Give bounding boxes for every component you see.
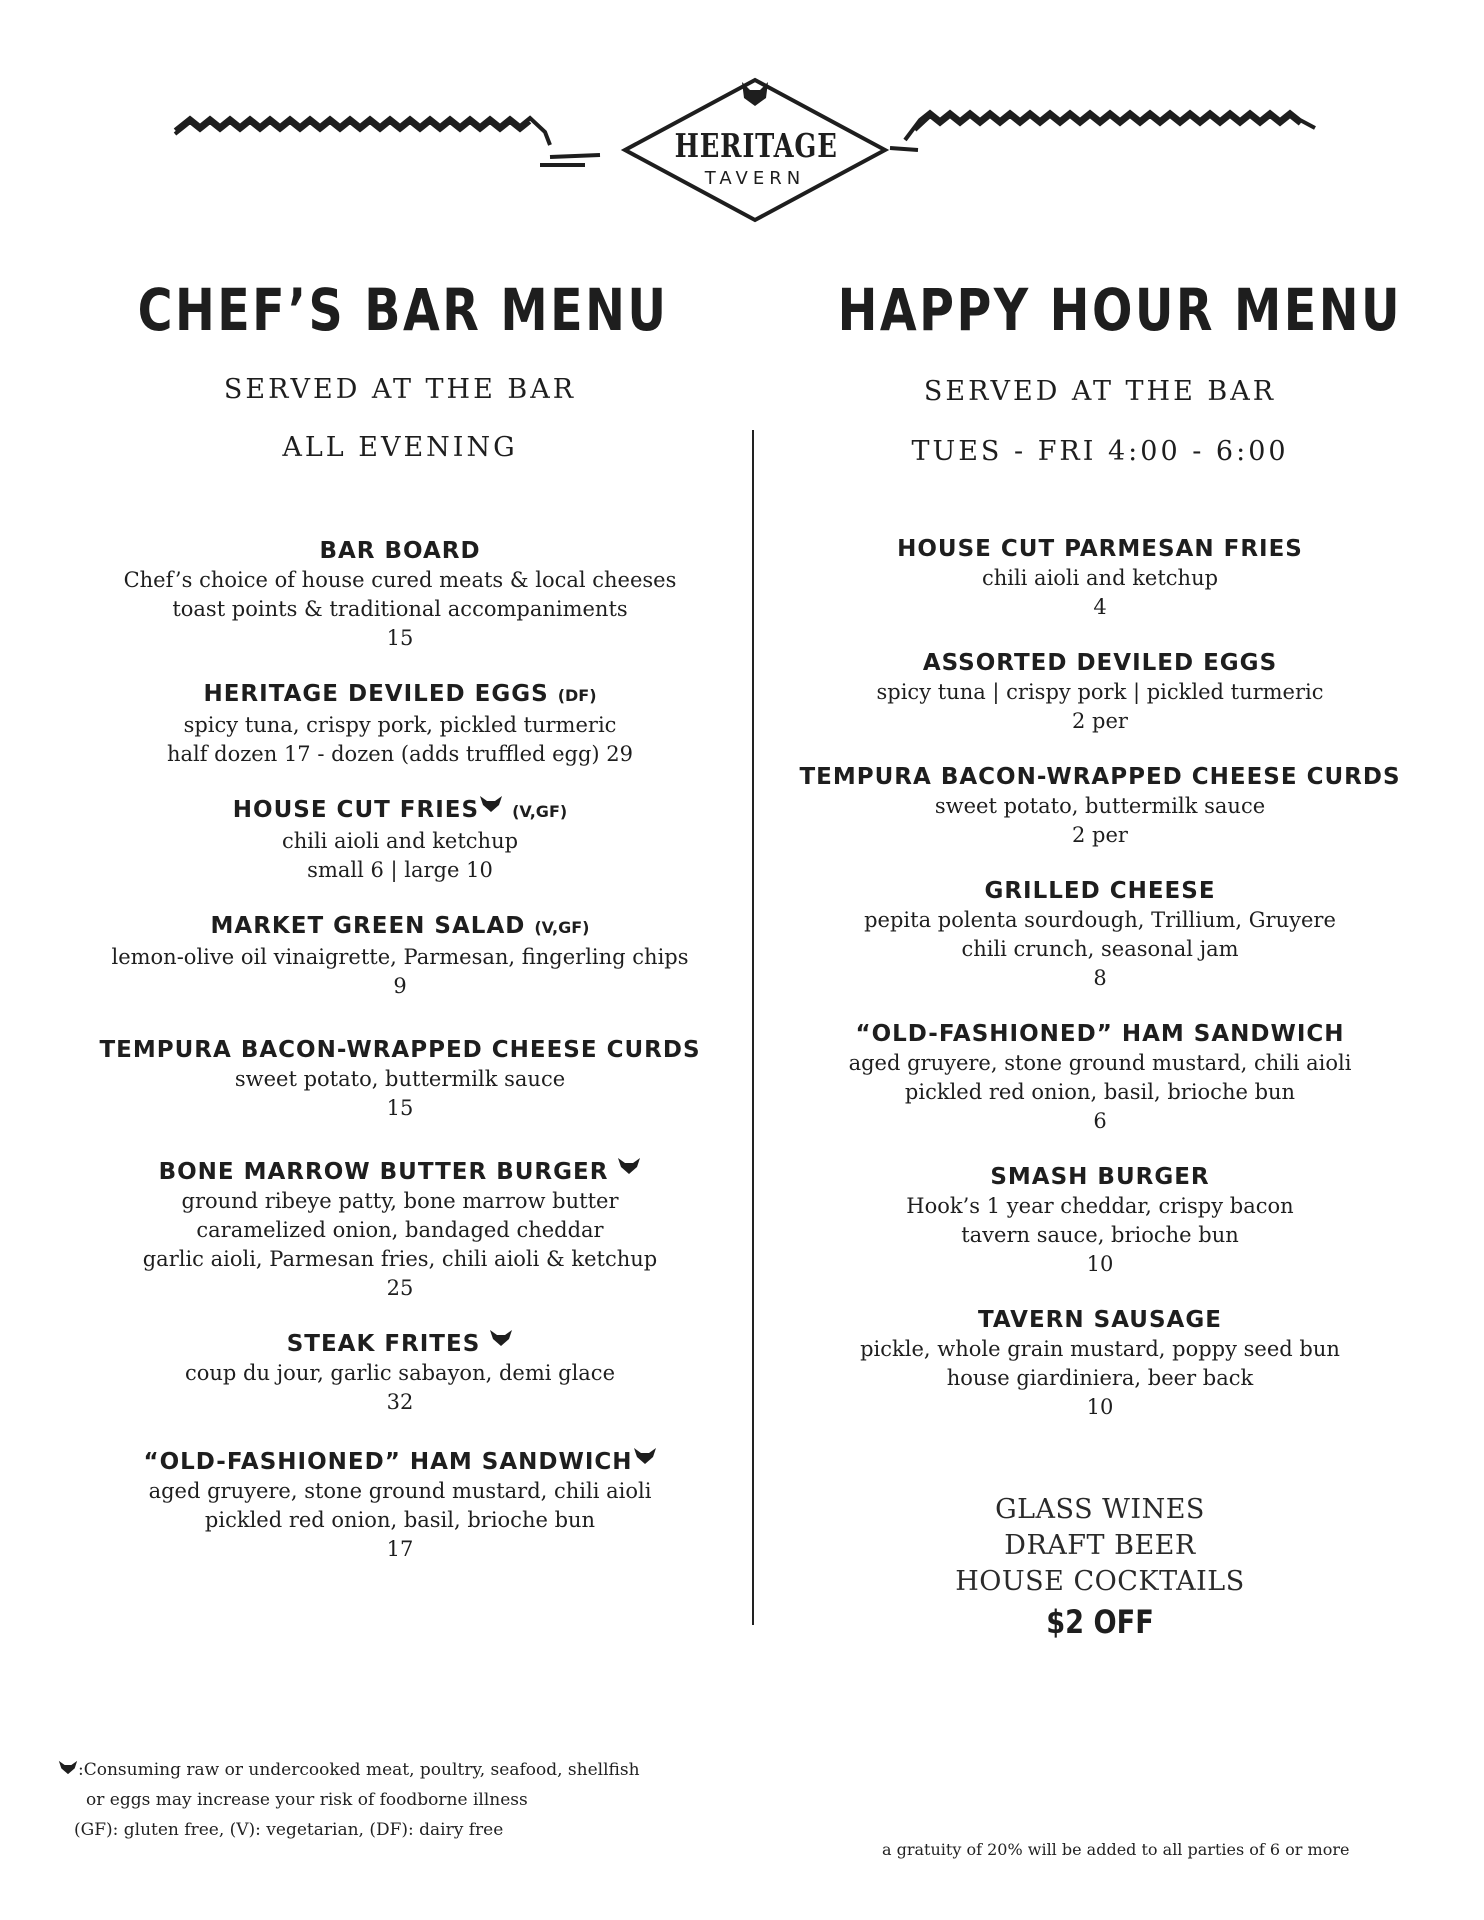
item-description: lemon-olive oil vinaigrette, Parmesan, fingerling chips <box>111 945 689 969</box>
item-description: sweet potato, buttermilk sauce <box>234 1067 566 1091</box>
item-description: pickled red onion, basil, brioche bun <box>904 1080 1296 1104</box>
menu-item <box>780 1162 1420 1279</box>
item-price: 10 <box>1086 1395 1114 1419</box>
item-price: 32 <box>386 1390 414 1414</box>
item-name: “OLD-FASHIONED” HAM SANDWICH <box>855 1021 1345 1047</box>
item-name: BONE MARROW BUTTER BURGER <box>158 1159 609 1185</box>
item-price: 17 <box>386 1537 414 1561</box>
item-price: 15 <box>386 626 414 650</box>
fox-icon <box>489 1329 513 1347</box>
dietary-tag: (V,GF) <box>534 918 590 937</box>
item-description: aged gruyere, stone ground mustard, chili aioli <box>148 1479 652 1503</box>
menu-item <box>780 648 1420 736</box>
item-description: garlic aioli, Parmesan fries, chili aioli & ketchup <box>142 1247 658 1271</box>
item-name-row <box>80 679 720 711</box>
item-name-row <box>80 911 720 943</box>
item-name: GRILLED CHEESE <box>984 878 1216 904</box>
item-description: pepita polenta sourdough, Trillium, Gruyere <box>864 908 1336 932</box>
logo-text-tavern: TAVERN <box>704 168 806 189</box>
item-description: chili crunch, seasonal jam <box>961 937 1239 961</box>
item-price: 10 <box>1086 1252 1114 1276</box>
fox-icon <box>617 1157 641 1175</box>
menu-subtitle: SERVED AT THE BAR <box>923 376 1277 407</box>
item-name: BAR BOARD <box>319 538 481 564</box>
menu-item <box>780 1019 1420 1136</box>
item-description: Chef’s choice of house cured meats & local cheeses <box>123 568 677 592</box>
item-name-row <box>80 1447 720 1477</box>
menu-item <box>780 762 1420 850</box>
item-price: 15 <box>386 1096 414 1120</box>
menu-item <box>80 679 720 769</box>
item-price: 6 <box>1093 1109 1107 1133</box>
item-description: tavern sauce, brioche bun <box>961 1223 1239 1247</box>
item-description: toast points & traditional accompaniments <box>172 597 628 621</box>
fox-icon <box>58 1760 78 1775</box>
menu-item <box>780 876 1420 993</box>
item-name: STEAK FRITES <box>286 1331 481 1357</box>
item-description: caramelized onion, bandaged cheddar <box>196 1218 604 1242</box>
item-name: HOUSE CUT PARMESAN FRIES <box>897 536 1303 562</box>
item-description: house giardiniera, beer back <box>946 1366 1254 1390</box>
dietary-tag: (V,GF) <box>512 802 568 821</box>
drink-specials <box>780 1492 1420 1644</box>
item-name: TAVERN SAUSAGE <box>978 1307 1222 1333</box>
item-name: HOUSE CUT FRIES <box>232 797 480 823</box>
item-name: ASSORTED DEVILED EGGS <box>922 650 1278 676</box>
item-price: 25 <box>386 1276 414 1300</box>
item-price: 2 per <box>1072 709 1128 733</box>
gratuity-note: a gratuity of 20% will be added to all parties of 6 or more <box>882 1840 1350 1859</box>
item-name: “OLD-FASHIONED” HAM SANDWICH <box>143 1449 633 1475</box>
drink-line: HOUSE COCKTAILS <box>955 1566 1245 1597</box>
chefs-bar-menu <box>80 270 720 1590</box>
item-description: pickled red onion, basil, brioche bun <box>204 1508 596 1532</box>
menu-schedule: ALL EVENING <box>282 432 518 463</box>
item-price: 4 <box>1093 595 1107 619</box>
item-price: 8 <box>1093 966 1107 990</box>
menu-item <box>80 1447 720 1564</box>
item-description: coup du jour, garlic sabayon, demi glace <box>184 1361 615 1385</box>
warning-line: or eggs may increase your risk of foodborne illness <box>86 1790 528 1810</box>
item-description: pickle, whole grain mustard, poppy seed bun <box>860 1337 1340 1361</box>
menu-item <box>80 1329 720 1417</box>
column-divider <box>752 430 754 1625</box>
menu-title: HAPPY HOUR MENU <box>837 276 1403 344</box>
raw-food-warning <box>58 1755 640 1785</box>
menu-item <box>80 795 720 885</box>
menu-items <box>780 534 1420 1422</box>
menu-item <box>780 1305 1420 1422</box>
discount-label: $2 OFF <box>1046 1603 1154 1641</box>
fox-icon <box>633 1447 657 1465</box>
item-description: chili aioli and ketchup <box>281 829 519 853</box>
item-description: ground ribeye patty, bone marrow butter <box>181 1189 619 1213</box>
item-name: TEMPURA BACON-WRAPPED CHEESE CURDS <box>99 1037 701 1063</box>
fox-icon <box>479 795 503 813</box>
menu-item <box>80 1035 720 1123</box>
menu-item <box>780 534 1420 622</box>
dietary-legend: (GF): gluten free, (V): vegetarian, (DF): dairy free <box>74 1820 504 1840</box>
item-description: spicy tuna | crispy pork | pickled turmeric <box>876 680 1324 704</box>
menu-item <box>80 1157 720 1303</box>
logo-text-heritage: HERITAGE <box>674 126 838 165</box>
item-price: 2 per <box>1072 823 1128 847</box>
item-name: SMASH BURGER <box>990 1164 1210 1190</box>
drink-line: DRAFT BEER <box>1004 1530 1196 1561</box>
item-description: small 6 | large 10 <box>307 858 493 882</box>
menu-item <box>80 911 720 1001</box>
item-description: spicy tuna, crispy pork, pickled turmeric <box>183 713 617 737</box>
item-name: TEMPURA BACON-WRAPPED CHEESE CURDS <box>799 764 1401 790</box>
item-name-row <box>80 1329 720 1359</box>
item-name: HERITAGE DEVILED EGGS <box>203 681 549 707</box>
happy-hour-menu <box>780 270 1420 1644</box>
menu-title: CHEF’S BAR MENU <box>137 276 669 344</box>
menu-item <box>80 536 720 653</box>
item-name: MARKET GREEN SALAD <box>210 913 526 939</box>
header-logo <box>170 70 1340 230</box>
item-description: chili aioli and ketchup <box>981 566 1219 590</box>
drink-line: GLASS WINES <box>995 1494 1205 1525</box>
warning-line: :Consuming raw or undercooked meat, poultry, seafood, shellfish <box>78 1760 640 1780</box>
menu-subtitle: SERVED AT THE BAR <box>223 374 577 405</box>
item-price: 9 <box>393 974 407 998</box>
menu-items <box>80 536 720 1564</box>
menu-schedule: TUES - FRI 4:00 - 6:00 <box>911 436 1289 467</box>
item-description: Hook’s 1 year cheddar, crispy bacon <box>906 1194 1294 1218</box>
dietary-tag: (DF) <box>557 686 597 705</box>
item-description: aged gruyere, stone ground mustard, chili aioli <box>848 1051 1352 1075</box>
item-description: sweet potato, buttermilk sauce <box>934 794 1266 818</box>
item-description: half dozen 17 - dozen (adds truffled egg) 29 <box>166 742 634 766</box>
item-name-row <box>80 1157 720 1187</box>
item-name-row <box>80 795 720 827</box>
footer-notes <box>58 1755 640 1845</box>
